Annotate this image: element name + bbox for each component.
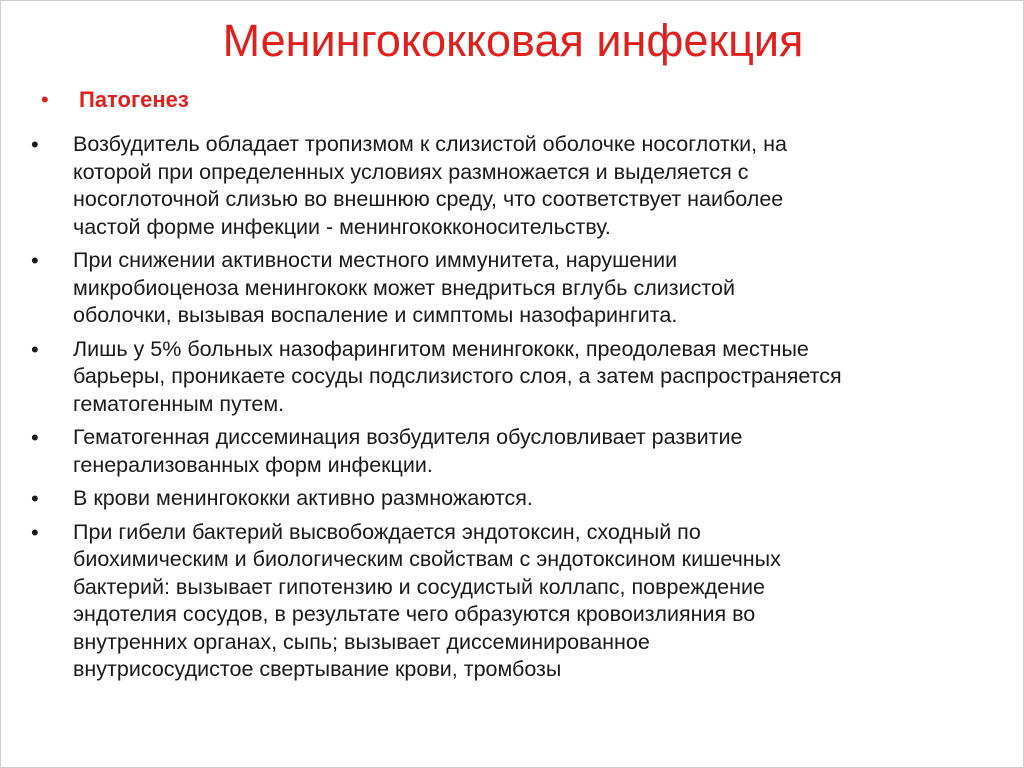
bullet-text: Возбудитель обладает тропизмом к слизистой оболочке носоглотки, на которой при определенных условиях размножается и выделяется с носоглоточной слизью во внешнюю среду, что соответствует наиболее частой форме инфекции - менингококконосительству. — [73, 132, 787, 239]
subheading-bullet: • — [41, 87, 49, 112]
bullet-text: При снижении активности местного иммунитета, нарушении микробиоценоза менингококк может внедриться вглубь слизистой оболочки, вызывая воспаление и симптомы назофарингита. — [73, 248, 735, 327]
bullet-text: В крови менингококки активно размножаются. — [73, 486, 533, 510]
bullet-text: Гематогенная диссеминация возбудителя обусловливает развитие генерализованных форм инфекции. — [73, 425, 743, 477]
subheading-label: Патогенез — [79, 87, 189, 112]
bullet-marker: • — [31, 425, 39, 450]
bullet-point — [29, 519, 1004, 684]
bullet-point — [29, 131, 1004, 241]
bullet-marker: • — [31, 519, 39, 545]
bullet-text: При гибели бактерий высвобождается эндотоксин, сходный по биохимическим и биологическим свойствам с эндотоксином кишечных бактерий: вызывает гипотензию и сосудистый коллапс, повреждение эндотелия сосудов, в результате чего образуются кровоизлияния во внутренних органах, сыпь; вызывает диссеминированное внутрисосудистое свертывание крови, тромбозы — [73, 519, 781, 681]
slide-title: Менингококковая инфекция — [222, 15, 804, 66]
bullet-point — [29, 424, 1004, 479]
bullet-point — [29, 485, 1004, 513]
bullet-text: Лишь у 5% больных назофарингитом менингококк, преодолевая местные барьеры, проникаете сосуды подслизистого слоя, а затем распространяется гематогенным путем. — [73, 336, 842, 416]
bullet-marker: • — [31, 486, 39, 511]
bullet-point — [29, 336, 1004, 419]
bullet-marker: • — [31, 336, 39, 362]
bullet-list — [29, 131, 1004, 690]
bullet-marker: • — [31, 248, 39, 273]
bullet-point — [29, 247, 1004, 330]
bullet-marker: • — [31, 132, 39, 157]
subheading — [41, 87, 189, 113]
